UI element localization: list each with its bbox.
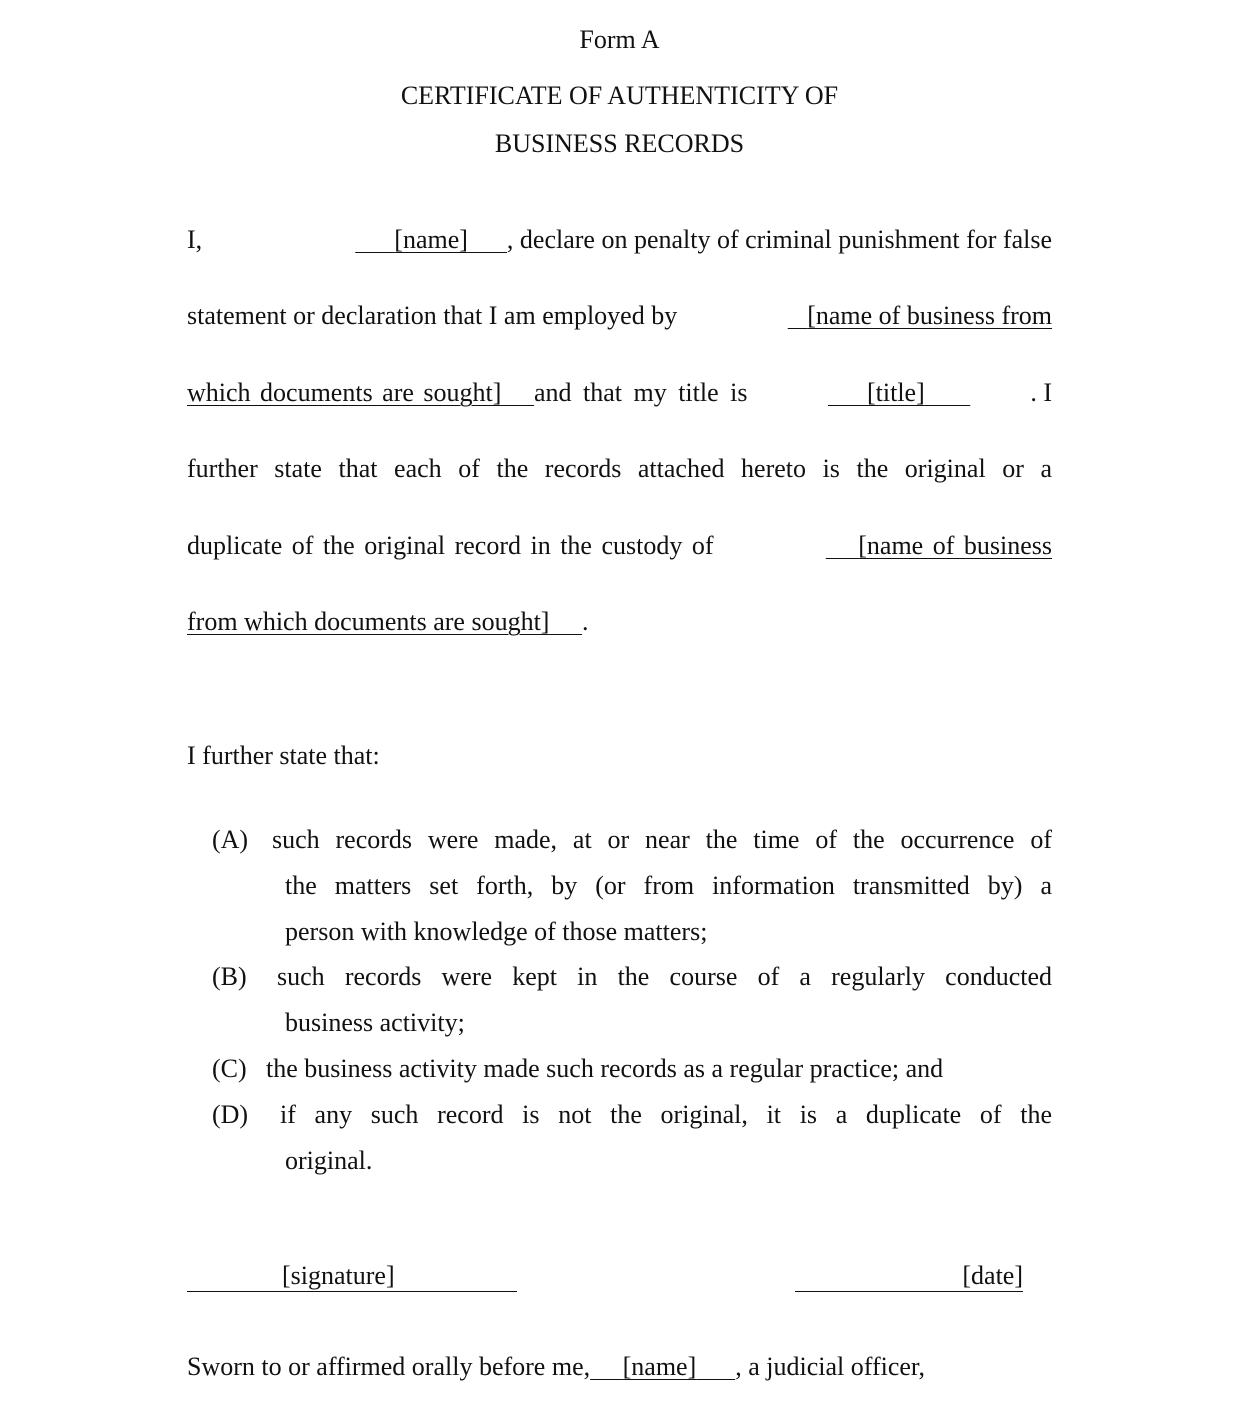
form-label: Form A [579, 25, 660, 54]
sworn-intro: Sworn to or affirmed orally before me, [187, 1352, 591, 1381]
declarant-name-placeholder: [name] [394, 225, 468, 254]
employer-field-part-1[interactable] [788, 301, 1052, 331]
sworn-line [187, 1352, 1052, 1382]
custodian-placeholder-2: from which documents are sought] [187, 607, 550, 636]
statement-a-label: (A) [212, 825, 249, 854]
employer-field-part-2[interactable] [187, 378, 534, 407]
declaration-end-period: . [581, 607, 589, 636]
employer-placeholder-1: [name of business from [807, 301, 1052, 330]
statement-d-line-1: if any such record is not the original, it is a duplicate of the [280, 1100, 1052, 1129]
statement-a-line-3: person with knowledge of those matters; [285, 917, 708, 946]
declaration-text-3: . I [1030, 378, 1052, 407]
declarant-name-field[interactable] [355, 225, 507, 254]
document-title-line-2: BUSINESS RECORDS [494, 129, 745, 158]
statement-a-line-2: the matters set forth, by (or from information transmitted by) a [285, 871, 1052, 900]
declarant-name-wrapper [355, 225, 1052, 255]
statement-a-line-1 [272, 825, 1052, 855]
title-field[interactable] [828, 378, 970, 407]
declaration-line-4: further state that each of the records attached hereto is the original or a [187, 454, 1052, 483]
custodian-field-part-2[interactable] [187, 607, 582, 636]
statement-d-line-2: original. [285, 1146, 373, 1175]
custodian-field-part-1[interactable] [826, 531, 1052, 561]
declaration-intro: I, [187, 225, 203, 254]
title-intro: and that my title is [533, 378, 748, 407]
document-title-line-1: CERTIFICATE OF AUTHENTICITY OF [400, 81, 839, 110]
signature-field[interactable] [187, 1261, 517, 1292]
employer-placeholder-2: which documents are sought] [187, 378, 502, 407]
signature-placeholder: [signature] [282, 1261, 395, 1290]
statement-c-label: (C) [212, 1054, 247, 1083]
statement-c-line-1: the business activity made such records as a regular practice; and [266, 1054, 944, 1083]
statement-a-text-1: such records were made, at or near the time of the occurrence of [272, 825, 1052, 854]
declaration-text-2: statement or declaration that I am employed by [187, 301, 678, 330]
statement-d-label: (D) [212, 1100, 249, 1129]
declaration-text-5: duplicate of the original record in the custody of [187, 531, 714, 560]
sworn-after: , a judicial officer, [735, 1352, 926, 1381]
statements-intro: I further state that: [187, 741, 380, 770]
declaration-line-1 [187, 225, 1052, 255]
statement-b-line-1: such records were kept in the course of a regularly conducted [277, 962, 1052, 991]
declaration-line-3 [187, 378, 1052, 408]
declaration-line-2 [187, 301, 1052, 331]
date-field[interactable] [795, 1261, 1023, 1292]
judicial-officer-name-placeholder: [name] [622, 1352, 697, 1381]
declaration-line-6 [187, 607, 1052, 637]
declaration-line-5 [187, 531, 1052, 561]
statement-b-label: (B) [212, 962, 247, 991]
date-placeholder: [date] [962, 1261, 1023, 1290]
title-placeholder: [title] [867, 378, 925, 407]
declaration-text-1: , declare on penalty of criminal punishment for false [506, 225, 1052, 254]
custodian-placeholder-1: [name of business [858, 531, 1052, 560]
statement-b-line-2: business activity; [285, 1008, 465, 1037]
title-wrapper [828, 378, 970, 408]
judicial-officer-name-field[interactable] [590, 1352, 735, 1381]
